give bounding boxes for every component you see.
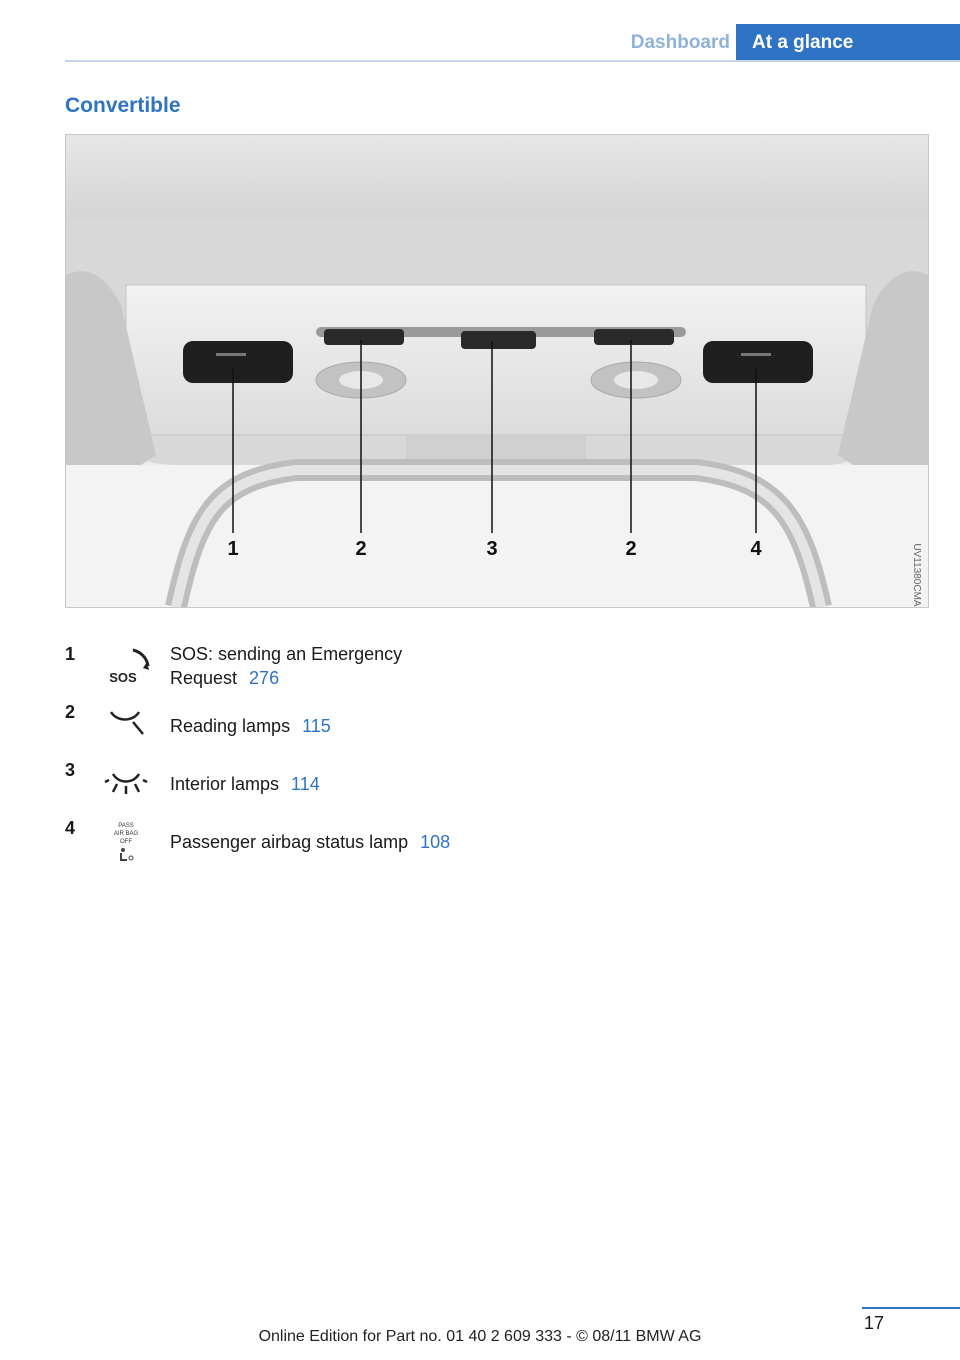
item-text-line1: SOS: sending an Emergency — [170, 644, 403, 664]
list-item — [65, 640, 665, 702]
header-chapter-tab: At a glance — [736, 24, 960, 62]
svg-text:SOS: SOS — [109, 670, 137, 685]
page-ref-link[interactable]: 114 — [291, 774, 320, 794]
item-text-line2: Request — [170, 668, 238, 688]
sos-icon — [103, 646, 153, 686]
item-number: 2 — [65, 702, 76, 722]
item-text: Reading lamps — [170, 716, 291, 736]
overhead-console-illustration — [65, 134, 929, 608]
header-section-label: Dashboard — [630, 32, 730, 53]
page-ref-link[interactable]: 115 — [302, 716, 331, 736]
reading-lamp-icon — [103, 704, 153, 744]
callout-3: 3 — [486, 538, 498, 560]
header-rule — [65, 60, 960, 62]
list-item — [65, 818, 665, 876]
interior-lamp-icon — [103, 762, 153, 802]
page-ref-link[interactable]: 276 — [249, 668, 280, 688]
callout-2-right: 2 — [625, 538, 637, 560]
page-number: 17 — [863, 1313, 885, 1333]
callout-1: 1 — [227, 538, 239, 560]
list-item — [65, 760, 665, 818]
item-text: Passenger airbag status lamp — [170, 832, 409, 852]
item-text — [170, 642, 402, 690]
footer-rule — [862, 1307, 960, 1309]
svg-text:OFF: OFF — [120, 839, 132, 845]
figure-code: UV11380CMA — [911, 543, 922, 607]
svg-text:AIR BAG: AIR BAG — [113, 831, 139, 837]
item-text: Interior lamps — [170, 774, 280, 794]
callout-2-left: 2 — [355, 538, 367, 560]
passenger-airbag-off-icon — [103, 818, 153, 858]
page-ref-link[interactable]: 108 — [420, 832, 451, 852]
item-number: 4 — [65, 818, 76, 838]
legend-list — [65, 640, 665, 876]
item-number: 1 — [65, 644, 76, 664]
edition-footer: Online Edition for Part no. 01 40 2 609 333 - © 08/11 BMW AG — [258, 1328, 702, 1345]
list-item — [65, 702, 665, 760]
callout-4: 4 — [750, 538, 762, 560]
page-title: Convertible — [65, 94, 181, 117]
item-number: 3 — [65, 760, 76, 780]
svg-text:PASS: PASS — [118, 823, 134, 829]
